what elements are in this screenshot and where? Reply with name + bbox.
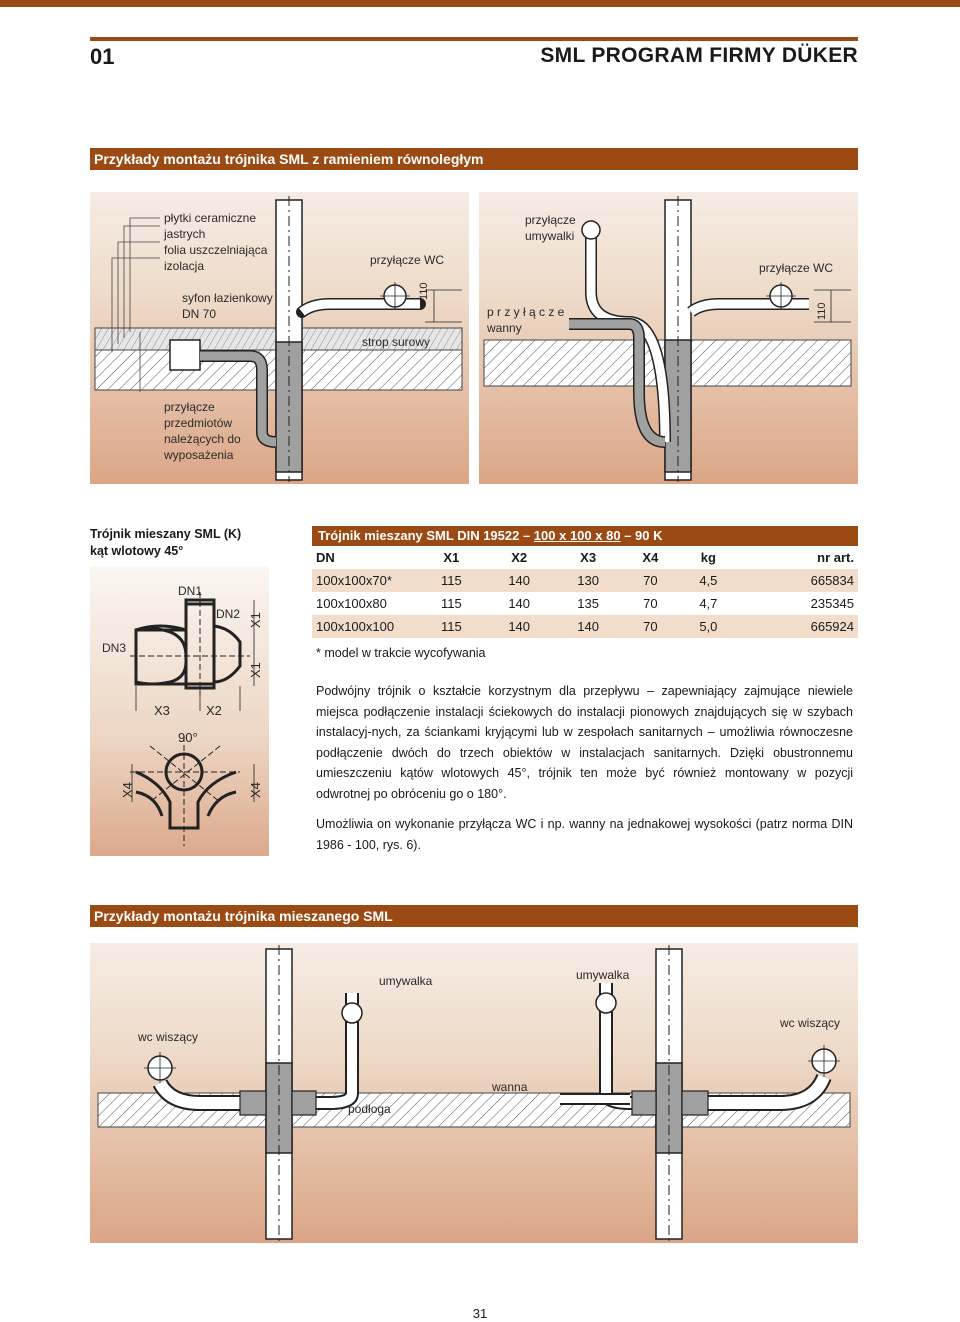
section-title-mixed-tee: Przykłady montażu trójnika mieszanego SML: [90, 905, 858, 927]
siphon-label: [182, 290, 273, 322]
label-dn2: DN2: [216, 607, 241, 621]
table-title-prefix: Trójnik mieszany SML DIN 19522 –: [318, 528, 534, 543]
cell: 100x100x80: [316, 596, 387, 611]
cell: 140: [485, 569, 554, 592]
layer-membrane: folia uszczelniająca: [164, 243, 268, 257]
label-basin-right: umywalka: [576, 968, 630, 982]
washbasin-label: [525, 212, 576, 244]
product-title-line1: Trójnik mieszany SML (K): [90, 527, 242, 541]
table-row: [312, 569, 858, 592]
col-x2: X2: [511, 550, 528, 565]
col-x1: X1: [443, 550, 460, 565]
section-title-parallel-branch: Przykłady montażu trójnika SML z ramieniem równoległym: [90, 148, 858, 170]
label-x1-lower: X1: [248, 662, 263, 678]
label-dn3: DN3: [102, 641, 127, 655]
washbasin-line1: przyłącze: [525, 213, 576, 227]
label-angle: 90°: [178, 730, 198, 745]
cell: 70: [623, 569, 679, 592]
cell: 235345: [810, 596, 854, 611]
top-accent-bar: [0, 0, 960, 7]
bath-line2: wanny: [487, 321, 522, 335]
description-paragraph-2: Umożliwia on wykonanie przyłącza WC i np. wanny na jednakowej wysokości (patrz norma DIN 1986 - 100, rys. 6).: [316, 817, 853, 852]
washbasin-line2: umywalki: [525, 229, 575, 243]
cell: 100x100x100: [312, 615, 418, 638]
label-bath: wanna: [492, 1080, 528, 1094]
cell: 665834: [739, 569, 858, 592]
slab-label: strop surowy: [362, 335, 431, 349]
cell: 4,7: [699, 596, 718, 611]
table-header-row: [312, 546, 858, 569]
col-dn: DN: [316, 550, 335, 565]
cell: 140: [554, 615, 623, 638]
col-kg: kg: [700, 550, 716, 565]
dimensions-table: [312, 546, 858, 638]
table-row: [312, 615, 858, 638]
label-floor: podłoga: [348, 1102, 391, 1116]
cell: 665924: [739, 615, 858, 638]
cell: 130: [554, 569, 623, 592]
bath-label: [487, 304, 564, 336]
page-number: 31: [472, 1306, 488, 1321]
table-title-size: 100 x 100 x 80: [533, 528, 621, 543]
layer-screed: jastrych: [164, 227, 206, 241]
fixtures-label: [164, 399, 241, 463]
label-dn1: DN1: [178, 584, 203, 598]
description-paragraph-1: Podwójny trójnik o kształcie korzystnym dla przepływu – zapewniający zajmujące niewiele miejsca podłączenie instalacji ściekowych do instalacji pionowych znajdujących się w szybach instalacyj-nych, za ściankami kryjącymi lub w zespołach sanitarnych – umożliwia równoczesne podłączenie dwóch do trzech obiektów w instalacjach sanitarnych. Dzięki obustronnemu umieszczeniu kątów wlotowych 45°, trójnik ten może być również montowany w pozycji odwrotnej po obróceniu go o 180°.: [316, 684, 853, 801]
table-row: [312, 592, 858, 615]
layer-tiles: płytki ceramiczne: [164, 211, 257, 225]
install-panel-right: [479, 192, 858, 484]
wc-label-right: przyłącze WC: [759, 261, 834, 275]
fixtures-line1: przyłącze: [164, 400, 215, 414]
install-panel-left: [90, 192, 469, 484]
layer-insulation: izolacja: [164, 259, 205, 273]
label-x3: X3: [154, 703, 170, 718]
label-x1-upper: X1: [248, 612, 263, 628]
cell: 140: [485, 615, 554, 638]
cell: 115: [440, 596, 462, 611]
dim-110-right: 110: [816, 302, 828, 320]
label-x4-right: X4: [248, 782, 263, 798]
table-title: [312, 526, 858, 546]
product-title-line2: kąt wlotowy 45°: [90, 544, 184, 558]
col-x3: X3: [580, 550, 597, 565]
label-basin-left: umywalka: [379, 974, 433, 988]
label-x4-left: X4: [120, 782, 135, 798]
dim-110-left: 110: [418, 282, 430, 300]
layers-label: [164, 210, 267, 274]
siphon-label-line2: DN 70: [182, 307, 217, 321]
cell: 135: [577, 596, 599, 611]
cell: 115: [418, 569, 485, 592]
col-x4: X4: [642, 550, 659, 565]
fixtures-line2: przedmiotów: [164, 416, 233, 430]
cell: 4,5: [678, 569, 739, 592]
chapter-number: 01: [90, 44, 115, 69]
page-title: SML PROGRAM FIRMY DÜKER: [540, 44, 858, 67]
product-title: [90, 526, 241, 560]
bath-line1: p r z y ł ą c z e: [487, 305, 565, 319]
cell: 115: [418, 615, 485, 638]
col-art-no: nr art.: [817, 550, 854, 565]
fixtures-line4: wyposażenia: [164, 448, 234, 462]
cell: 5,0: [678, 615, 739, 638]
install-panel-bottom: [90, 943, 858, 1243]
cell: 140: [508, 596, 531, 611]
label-x2: X2: [206, 703, 222, 718]
label-wc-right: wc wiszący: [780, 1016, 841, 1030]
wc-label-left: przyłącze WC: [370, 253, 445, 267]
install-drawing-bottom: [90, 943, 858, 1243]
cell: 70: [643, 596, 658, 611]
fixtures-line3: należących do: [164, 432, 241, 446]
table-footnote: * model w trakcie wycofywania: [316, 646, 486, 660]
table-title-suffix: – 90 K: [620, 528, 663, 543]
tee-drawing-panel: [90, 566, 269, 856]
header-rule: [90, 37, 858, 41]
cell: 70: [623, 615, 679, 638]
label-wc-left: wc wiszący: [138, 1030, 199, 1044]
cell: 100x100x70*: [312, 569, 418, 592]
siphon-label-line1: syfon łazienkowy: [182, 291, 273, 305]
tee-drawing: [90, 566, 269, 856]
